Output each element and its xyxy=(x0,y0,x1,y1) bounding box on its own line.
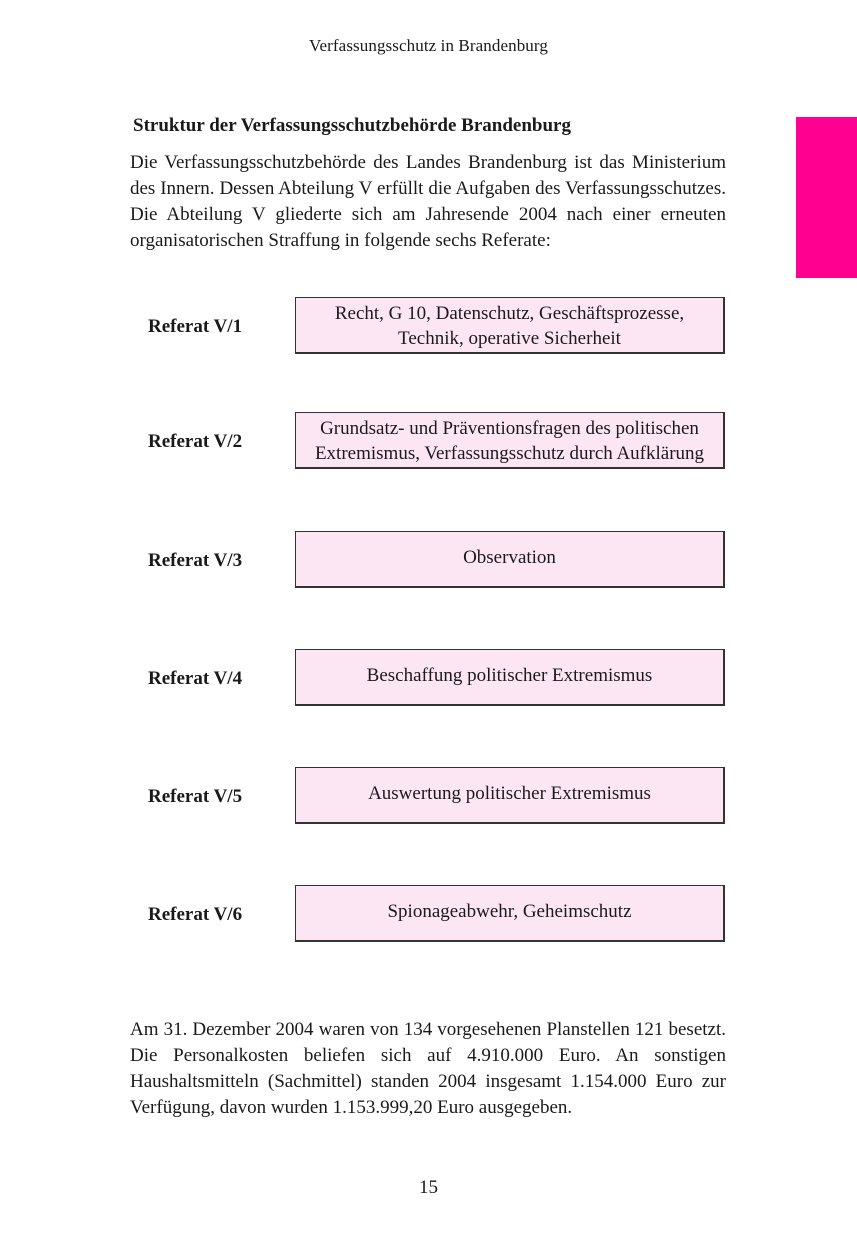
referat-row xyxy=(0,885,857,945)
referat-label: Referat V/4 xyxy=(148,668,243,689)
referat-description: Recht, G 10, Datenschutz, Geschäftsprozesse, Technik, operative Sicherheit xyxy=(334,303,685,349)
page-number: 15 xyxy=(419,1177,438,1198)
closing-paragraph: Am 31. Dezember 2004 waren von 134 vorgesehenen Planstellen 121 besetzt. Die Personalkosten beliefen sich auf 4.910.000 Euro. An sonstigen Haushaltsmitteln (Sachmittel) standen 2004 insgesamt 1.154.000 Euro zur Verfügung, davon wurden 1.153.999,20 Euro ausgegeben. xyxy=(130,1019,726,1118)
running-header: Verfassungsschutz in Brandenburg xyxy=(309,36,548,55)
referat-description: Observation xyxy=(463,547,556,568)
referat-row xyxy=(0,767,857,827)
referat-description: Beschaffung politischer Extremismus xyxy=(366,665,653,686)
referat-box xyxy=(295,885,725,942)
referat-label: Referat V/5 xyxy=(148,786,243,807)
referat-box xyxy=(295,531,725,588)
referat-box xyxy=(295,412,725,469)
referat-box xyxy=(295,297,725,354)
referat-box xyxy=(295,767,725,824)
referat-description: Grundsatz- und Präventionsfragen des politischen Extremismus, Verfassungsschutz durch Aufklärung xyxy=(314,418,705,464)
referat-row xyxy=(0,649,857,709)
intro-paragraph: Die Verfassungsschutzbehörde des Landes Brandenburg ist das Ministerium des Innern. Dessen Abteilung V erfüllt die Aufgaben des Verfassungsschutzes. Die Abteilung V gliederte sich am Jahresende 2004 nach einer erneuten organisatorischen Straffung in folgende sechs Referate: xyxy=(130,152,726,251)
referat-row xyxy=(0,412,857,472)
referat-label: Referat V/3 xyxy=(148,550,243,571)
chapter-marker-tab xyxy=(796,117,857,278)
referat-row xyxy=(0,297,857,357)
referat-box xyxy=(295,649,725,706)
referat-description: Auswertung politischer Extremismus xyxy=(368,783,651,804)
referat-label: Referat V/1 xyxy=(148,316,243,337)
section-heading: Struktur der Verfassungsschutzbehörde Brandenburg xyxy=(133,115,571,136)
referat-description: Spionageabwehr, Geheimschutz xyxy=(387,901,632,922)
referat-label: Referat V/2 xyxy=(148,431,243,452)
referat-label: Referat V/6 xyxy=(148,904,243,925)
referat-row xyxy=(0,531,857,591)
